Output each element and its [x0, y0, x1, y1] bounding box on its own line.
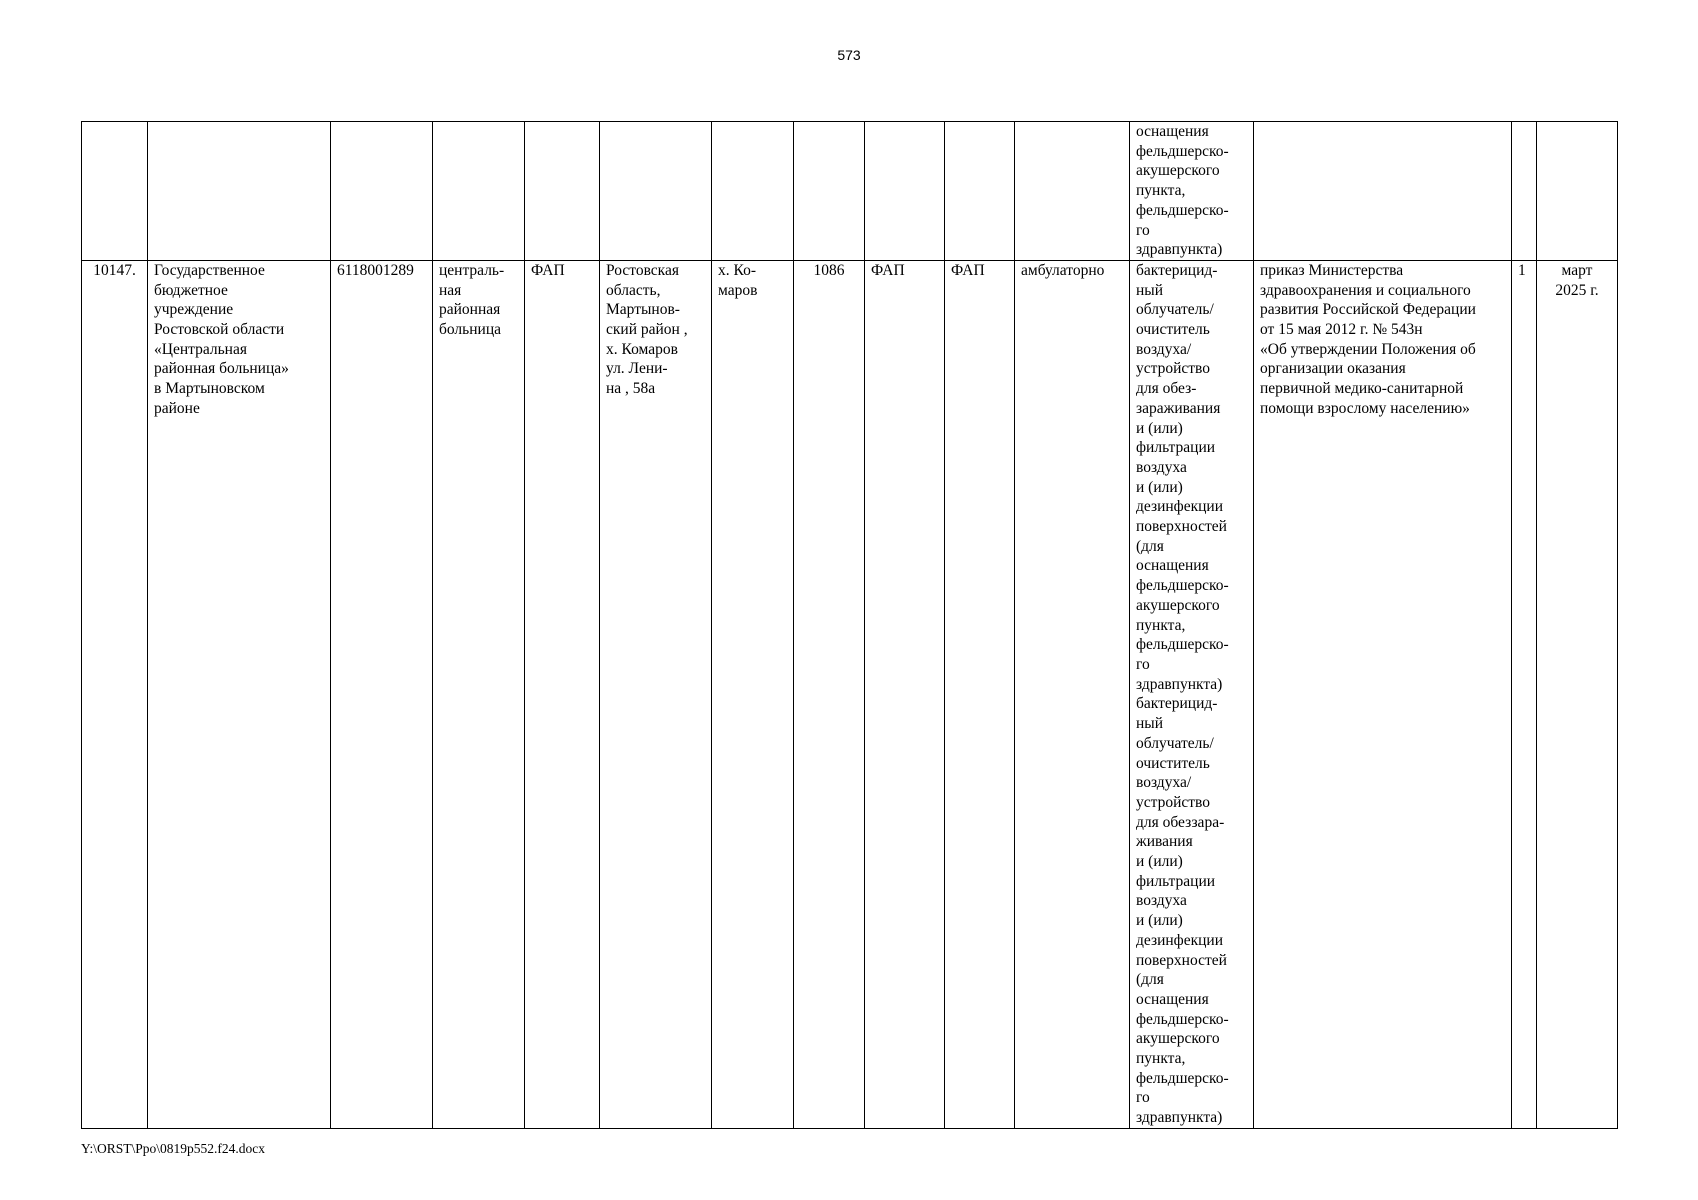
text-line: на , 58а	[606, 380, 656, 398]
text-line: учреждение	[154, 301, 234, 319]
text-line: пункта,	[1136, 616, 1186, 634]
cell-equipment	[1130, 122, 1254, 261]
text-line: воздуха/	[1136, 340, 1192, 358]
page-number: 573	[837, 47, 861, 63]
text-line: фельдшерско-	[1136, 1069, 1229, 1087]
text-line: фельдшерско-	[1136, 577, 1229, 595]
cell-quantity: 1	[1512, 260, 1537, 1128]
cell-facility-1: ФАП	[865, 260, 945, 1128]
text-line: маров	[718, 281, 758, 299]
text-line: централь-	[439, 261, 505, 279]
text-line: х. Комаров	[606, 340, 678, 358]
cell-address	[600, 122, 712, 261]
text-line: фельдшерско-	[1136, 1010, 1229, 1028]
text-line: для обеззара-	[1136, 813, 1225, 831]
text-line: акушерского	[1136, 1030, 1220, 1048]
text-line: здравоохранения и социального	[1260, 281, 1471, 299]
data-table	[81, 121, 1618, 1129]
cell-care-conditions: амбулаторно	[1015, 260, 1130, 1128]
text-line: для обез-	[1136, 380, 1197, 398]
text-line: ский район ,	[606, 321, 688, 339]
text-line: акушерского	[1136, 596, 1220, 614]
text-line: го	[1136, 1089, 1150, 1107]
text-line: первичной медико-санитарной	[1260, 380, 1464, 398]
text-line: воздуха/	[1136, 774, 1192, 792]
text-line: облучатель/	[1136, 301, 1214, 319]
text-line: пункта,	[1136, 182, 1186, 200]
text-line: районная больница»	[154, 360, 289, 378]
text-line: «Об утверждении Положения об	[1260, 340, 1476, 358]
text-line: устройство	[1136, 360, 1211, 378]
text-line: облучатель/	[1136, 734, 1214, 752]
cell-facility-1	[865, 122, 945, 261]
text-line: ная	[439, 281, 462, 299]
text-line: фильтрации	[1136, 872, 1216, 890]
text-line: (для	[1136, 971, 1164, 989]
text-line: и (или)	[1136, 419, 1183, 437]
text-line: акушерского	[1136, 162, 1220, 180]
text-line: фильтрации	[1136, 439, 1216, 457]
text-line: развития Российской Федерации	[1260, 301, 1476, 319]
cell-equipment	[1130, 260, 1254, 1128]
text-line: районе	[154, 399, 200, 417]
text-line: в Мартыновском	[154, 380, 265, 398]
text-line: Ростовская	[606, 261, 679, 279]
cell-unit-type: ФАП	[525, 260, 600, 1128]
cell-date	[1537, 122, 1618, 261]
cell-number: 10147.	[82, 260, 148, 1128]
cell-quantity	[1512, 122, 1537, 261]
text-line: го	[1136, 655, 1150, 673]
text-line: пункта,	[1136, 1050, 1186, 1068]
text-line: приказ Министерства	[1260, 261, 1404, 279]
table-row-continuation	[82, 122, 1618, 261]
footer-file-path: Y:\ORST\Ppo\0819p552.f24.docx	[81, 1141, 266, 1156]
text-line: и (или)	[1136, 853, 1183, 871]
text-line: воздуха	[1136, 892, 1187, 910]
text-line: помощи взрослому населению»	[1260, 399, 1470, 417]
text-line: 2025 г.	[1555, 281, 1599, 299]
text-line: ул. Лени-	[606, 360, 668, 378]
cell-legal-basis	[1254, 122, 1512, 261]
cell-org-type	[433, 122, 525, 261]
cell-address	[600, 260, 712, 1128]
text-line: воздуха	[1136, 458, 1187, 476]
text-line: оснащения	[1136, 990, 1209, 1008]
text-line: от 15 мая 2012 г. № 543н	[1260, 321, 1423, 339]
text-line: живания	[1136, 833, 1193, 851]
text-line: фельдшерско-	[1136, 636, 1229, 654]
text-line: (для	[1136, 537, 1164, 555]
text-line: Государственное	[154, 261, 265, 279]
text-line: бактерицид-	[1136, 695, 1218, 713]
text-line: Мартынов-	[606, 301, 680, 319]
text-line: область,	[606, 281, 661, 299]
cell-inn: 6118001289	[331, 260, 433, 1128]
text-line: районная	[439, 301, 501, 319]
text-line: ный	[1136, 281, 1164, 299]
text-line: х. Ко-	[718, 261, 756, 279]
cell-institution	[148, 260, 331, 1128]
cell-number	[82, 122, 148, 261]
cell-date	[1537, 260, 1618, 1128]
text-line: устройство	[1136, 793, 1211, 811]
text-line: организации оказания	[1260, 360, 1406, 378]
cell-facility-2: ФАП	[945, 260, 1015, 1128]
text-line: дезинфекции	[1136, 931, 1224, 949]
text-line: «Центральная	[154, 340, 247, 358]
text-line: здравпункта)	[1136, 675, 1223, 693]
text-line: очиститель	[1136, 754, 1210, 772]
text-line: здравпункта)	[1136, 241, 1223, 259]
cell-population	[794, 122, 865, 261]
text-line: бактерицид-	[1136, 261, 1218, 279]
text-line: дезинфекции	[1136, 498, 1224, 516]
text-line: ный	[1136, 715, 1164, 733]
cell-legal-basis	[1254, 260, 1512, 1128]
text-line: фельдшерско-	[1136, 142, 1229, 160]
text-line: больница	[439, 321, 501, 339]
text-line: и (или)	[1136, 478, 1183, 496]
text-line: очиститель	[1136, 321, 1210, 339]
text-line: Ростовской области	[154, 321, 285, 339]
text-line: зараживания	[1136, 399, 1221, 417]
text-line: и (или)	[1136, 912, 1183, 930]
text-line: март	[1561, 261, 1593, 279]
text-line: го	[1136, 221, 1150, 239]
cell-unit-type	[525, 122, 600, 261]
text-line: поверхностей	[1136, 951, 1227, 969]
cell-population: 1086	[794, 260, 865, 1128]
cell-settlement	[712, 122, 794, 261]
table-row	[82, 260, 1618, 1128]
text-line: здравпункта)	[1136, 1109, 1223, 1127]
cell-institution	[148, 122, 331, 261]
text-line: оснащения	[1136, 557, 1209, 575]
cell-settlement	[712, 260, 794, 1128]
text-line: бюджетное	[154, 281, 228, 299]
text-line: поверхностей	[1136, 518, 1227, 536]
text-line: оснащения	[1136, 123, 1209, 140]
cell-care-conditions	[1015, 122, 1130, 261]
cell-org-type	[433, 260, 525, 1128]
text-line: фельдшерско-	[1136, 201, 1229, 219]
cell-inn	[331, 122, 433, 261]
cell-facility-2	[945, 122, 1015, 261]
